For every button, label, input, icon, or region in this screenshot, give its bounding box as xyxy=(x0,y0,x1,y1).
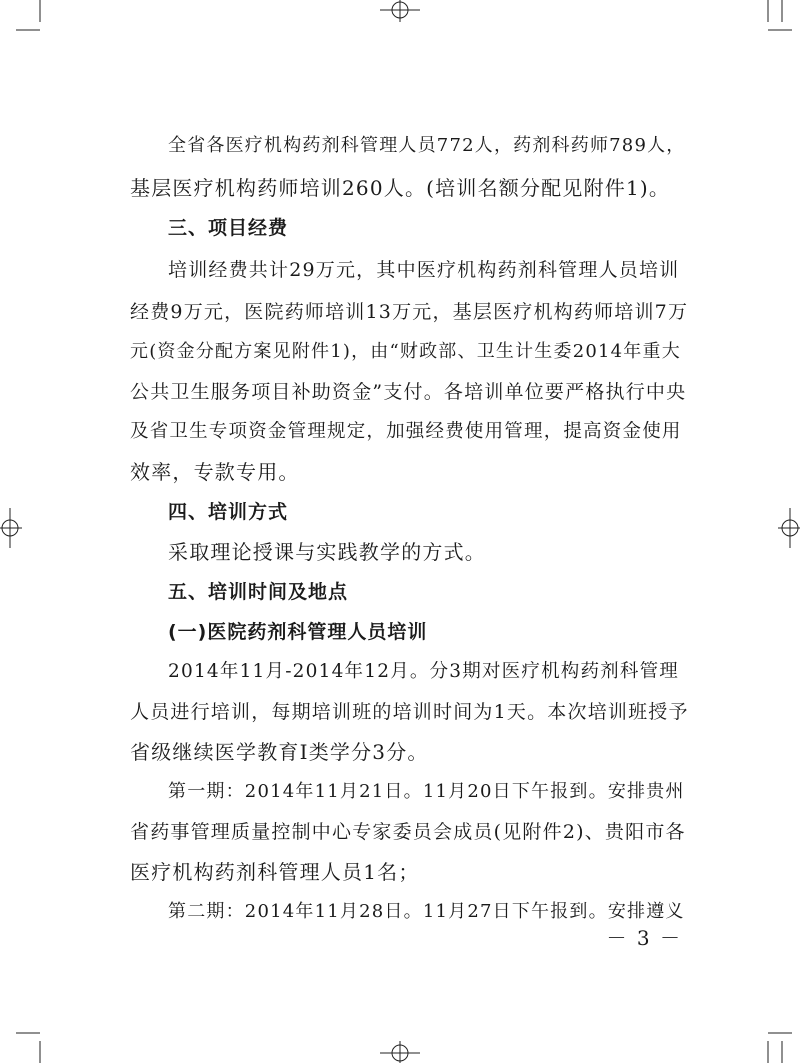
page-number: － 3 － xyxy=(606,926,682,950)
paragraph-line: 经费9万元，医院药师培训13万元，基层医疗机构药师培训7万 xyxy=(130,301,689,323)
subsection-heading: (一)医院药剂科管理人员培训 xyxy=(168,621,428,643)
paragraph-line: 省级继续医学教育Ⅰ类学分3分。 xyxy=(130,740,429,764)
paragraph-line: 全省各医疗机构药剂科管理人员772人，药剂科药师789人， xyxy=(168,135,686,156)
crosshair-icon xyxy=(0,508,22,548)
paragraph-line: 及省卫生专项资金管理规定，加强经费使用管理，提高资金使用 xyxy=(130,421,682,442)
section-heading: 五、培训时间及地点 xyxy=(168,581,349,603)
paragraph-line: 人员进行培训，每期培训班的培训时间为1天。本次培训班授予 xyxy=(130,701,689,723)
crosshair-icon xyxy=(380,0,420,22)
paragraph-line: 培训经费共计29万元，其中医疗机构药剂科管理人员培训 xyxy=(168,259,680,281)
crosshair-icon xyxy=(778,508,800,548)
paragraph-line: 2014年11月-2014年12月。分3期对医疗机构药剂科管理 xyxy=(168,661,679,682)
section-heading: 四、培训方式 xyxy=(168,501,289,523)
paragraph-line: 省药事管理质量控制中心专家委员会成员(见附件2)、贵阳市各 xyxy=(130,821,686,843)
paragraph-line: 效率，专款专用。 xyxy=(130,460,300,484)
paragraph-line: 采取理论授课与实践教学的方式。 xyxy=(168,540,486,564)
crosshair-icon xyxy=(380,1041,420,1063)
paragraph-line: 基层医疗机构药师培训260人。(培训名额分配见附件1)。 xyxy=(130,176,671,200)
section-heading: 三、项目经费 xyxy=(168,217,289,239)
paragraph-line: 第一期：2014年11月21日。11月20日下午报到。安排贵州 xyxy=(168,781,685,802)
paragraph-line: 医疗机构药剂科管理人员1名； xyxy=(130,860,420,884)
paragraph-line: 公共卫生服务项目补助资金”支付。各培训单位要严格执行中央 xyxy=(130,381,687,403)
paragraph-line: 元(资金分配方案见附件1)，由“财政部、卫生计生委2014年重大 xyxy=(130,341,681,362)
paragraph-line: 第二期：2014年11月28日。11月27日下午报到。安排遵义 xyxy=(168,901,685,922)
